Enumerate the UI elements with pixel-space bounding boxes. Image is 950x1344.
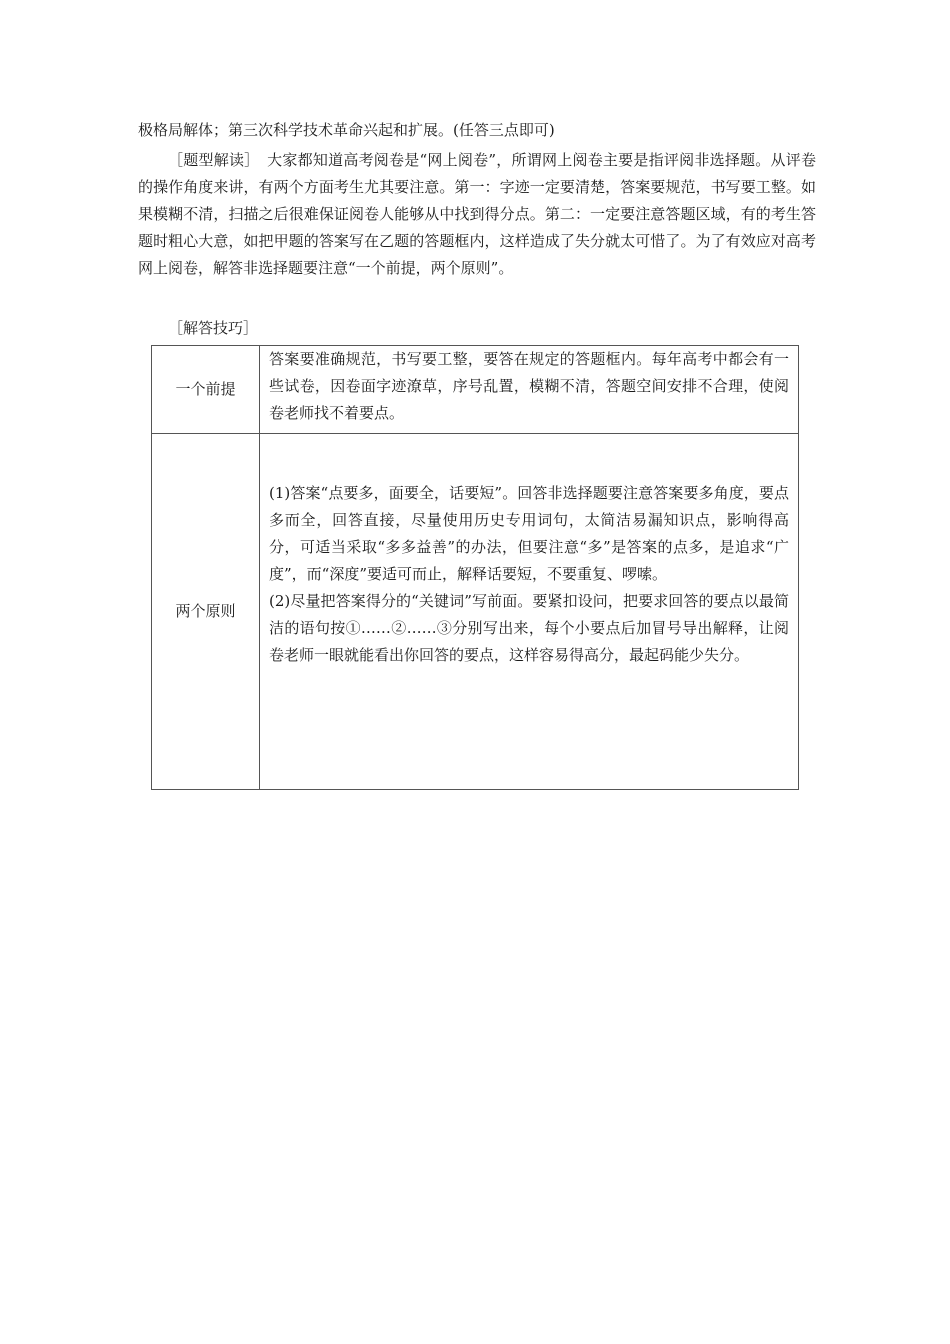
principle-1-text: (1)答案“点要多，面要全，话要短”。回答非选择题要注意答案要多角度，要点多而全，回答直接，尽量使用历史专用词句，太简洁易漏知识点，影响得高分，可适当采取“多多益善”的办法，但要注意“多”是答案的点多，是追求“广度”，而“深度”要适可而止，解释话要短，不要重复、啰嗦。	[269, 484, 789, 583]
principles-content-cell	[260, 434, 799, 790]
premise-content-cell	[260, 346, 799, 434]
premise-text: 答案要准确规范，书写要工整，要答在规定的答题框内。每年高考中都会有一些试卷，因卷面字迹潦草，序号乱置，模糊不清，答题空间安排不合理，使阅卷老师找不着要点。	[269, 350, 789, 422]
principles-label: 两个原则	[152, 434, 260, 790]
premise-label: 一个前提	[152, 346, 260, 434]
continuation-line: 极格局解体；第三次科学技术革命兴起和扩展。(任答三点即可)	[138, 121, 555, 139]
answer-skills-table	[151, 345, 799, 790]
table-row	[152, 346, 799, 434]
question-type-interpretation: ［题型解读］ 大家都知道高考阅卷是“网上阅卷”，所谓网上阅卷主要是指评阅非选择题。从评卷的操作角度来讲，有两个方面考生尤其要注意。第一：字迹一定要清楚，答案要规范，书写要工整。如果模糊不清，扫描之后很难保证阅卷人能够从中找到得分点。第二：一定要注意答题区域，有的考生答题时粗心大意，如把甲题的答案写在乙题的答题框内，这样造成了失分就太可惜了。为了有效应对高考网上阅卷，解答非选择题要注意“一个前提，两个原则”。	[138, 151, 816, 277]
principle-2-text: (2)尽量把答案得分的“关键词”写前面。要紧扣设问，把要求回答的要点以最简洁的语句按①……②……③分别写出来，每个小要点后加冒号导出解释，让阅卷老师一眼就能看出你回答的要点，这样容易得高分，最起码能少失分。	[269, 592, 789, 664]
answer-skills-heading: ［解答技巧］	[168, 319, 259, 337]
principles-body	[269, 434, 789, 669]
table-row	[152, 434, 799, 790]
